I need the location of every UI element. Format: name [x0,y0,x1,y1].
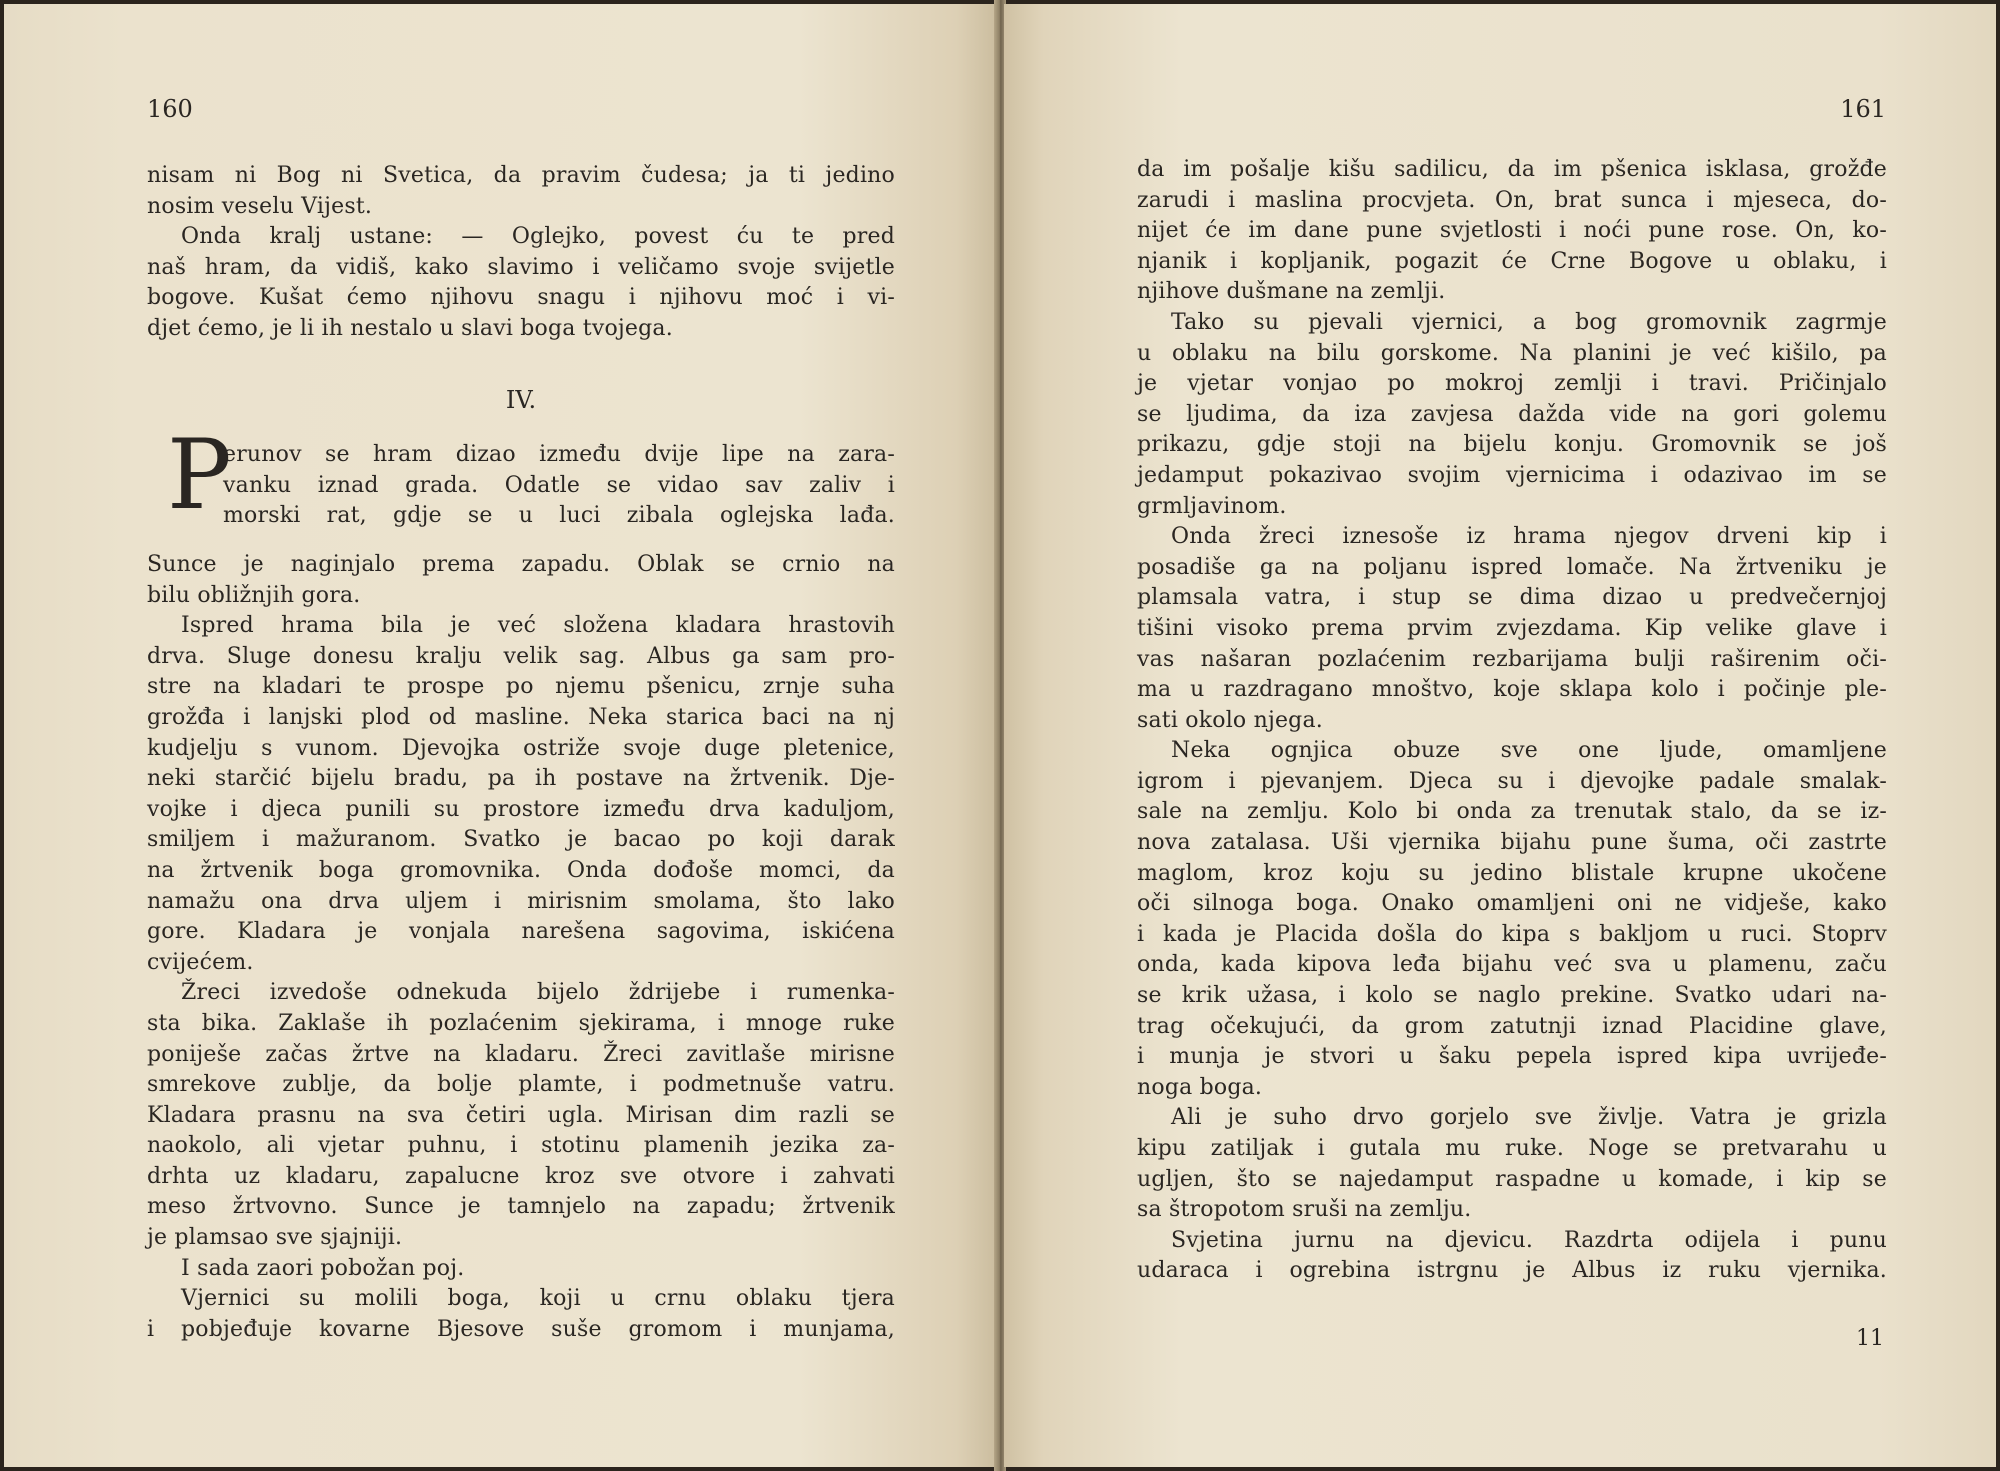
text-line: smrekove zublje, da bolje plamte, i podmetnuše vatru. [147,1072,895,1098]
text-line: Onda žreci iznesoše iz hrama njegov drveni kip i [1171,524,1887,550]
text-line: Onda kralj ustane: — Oglejko, povest ću te pred [181,224,895,250]
text-line: njihove dušmane na zemlji. [1137,279,1446,305]
text-line: Neka ognjica obuze sve one ljude, omamljene [1171,738,1887,764]
text-line: naokolo, ali vjetar puhnu, i stotinu plamenih jezika za- [147,1133,895,1159]
text-line: nova zatalasa. Uši vjernika bijahu pune šuma, oči zastrte [1137,830,1887,856]
text-line: Svjetina jurnu na djevicu. Razdrta odijela i punu [1171,1227,1887,1253]
text-line: Ispred hrama bila je već složena kladara hrastovih [181,613,895,639]
text-line: sati okolo njega. [1137,707,1323,733]
drop-cap: P [167,419,232,531]
text-line: vas našaran pozlaćenim rezbarijama bulji raširenim oči- [1137,646,1887,672]
text-line: Žreci izvedoše odnekuda bijelo ždrijebe i rumenka- [181,980,895,1006]
text-line: erunov se hram dizao između dvije lipe na zara- [223,442,895,467]
text-line: sa štropotom sruši na zemlju. [1137,1197,1472,1223]
text-line: Vjernici su molili boga, koji u crnu oblaku tjera [181,1286,895,1312]
text-line: plamsala vatra, i stup se dima dizao u predvečernjoj [1137,585,1887,611]
text-line: maglom, kroz koju su jedino blistale krupne ukočene [1137,860,1887,886]
text-line: Tako su pjevali vjernici, a bog gromovnik zagrmje [1171,309,1887,335]
text-line: morski rat, gdje se u luci zibala oglejska lađa. [223,503,895,529]
text-line: gore. Kladara je vonjala narešena sagovima, iskićena [147,919,895,945]
text-line: jedamput pokazivao svojim vjernicima i odazivao im se [1137,462,1887,488]
text-line: posadiše ga na poljanu ispred lomače. Na žrtveniku je [1137,554,1887,580]
text-line: nisam ni Bog ni Svetica, da pravim čudesa; ja ti jedino [147,163,895,188]
text-line: drhta uz kladaru, zapalucne kroz sve otvore i zahvati [147,1163,895,1189]
text-line: namažu ona drva uljem i mirisnim smolama, što lako [147,888,895,914]
text-line: i kada je Placida došla do kipa s bakljom u ruci. Stoprv [1137,921,1887,947]
text-line: noga boga. [1137,1074,1263,1100]
text-line: sale na zemlju. Kolo bi onda za trenutak stalo, da se iz- [1137,799,1887,825]
text-line: I sada zaori pobožan poj. [181,1255,465,1281]
text-line: nosim veselu Vijest. [147,193,373,219]
text-line: onda, kada kipova leđa bijahu već sva u plamenu, začu [1137,952,1887,978]
page-number-left: 160 [147,95,193,123]
text-line: Kladara prasnu na sva četiri ugla. Mirisan dim razli se [147,1102,895,1128]
left-top-text [147,161,895,345]
text-line: zarudi i maslina procvjeta. On, brat sunca i mjeseca, do- [1137,187,1887,213]
text-line: Ali je suho drvo gorjelo sve življe. Vatra je grizla [1171,1105,1887,1131]
text-line: bilu obližnjih gora. [147,582,361,608]
text-line: bogove. Kušat ćemo njihovu snagu i njihovu moć i vi- [147,285,895,311]
text-line: trag očekujući, da grom zatutnji iznad Placidine glave, [1137,1013,1887,1039]
text-line: na žrtvenik boga gromovnika. Onda dođoše momci, da [147,857,895,883]
text-line: neki starčić bijelu bradu, pa ih postave na žrtvenik. Dje- [147,766,895,792]
text-line: djet ćemo, je li ih nestalo u slavi boga tvojega. [147,315,673,341]
text-line: se krik užasa, i kolo se naglo prekine. Svatko udari na- [1137,983,1887,1009]
text-line: ugljen, što se najedamput raspadne u komade, i kip se [1137,1166,1887,1192]
text-line: vanku iznad grada. Odatle se vidao sav zaliv i [223,472,895,498]
drop-cap-lines [223,440,895,532]
text-line: oči silnoga boga. Onako omamljeni oni ne vidješe, kako [1137,891,1887,917]
text-line: prikazu, gdje stoji na bijelu konju. Gromovnik se još [1137,432,1887,458]
text-line: stre na kladari te prospe po njemu pšenicu, zrnje suha [147,674,895,700]
text-line: da im pošalje kišu sadilicu, da im pšenica isklasa, grožđe [1137,157,1887,182]
text-line: Sunce je naginjalo prema zapadu. Oblak se crnio na [147,552,895,577]
text-line: je plamsao sve sjajniji. [147,1225,403,1251]
left-page [4,4,996,1467]
text-line: vojke i djeca punili su prostore između drva kaduljom, [147,796,895,822]
chapter-heading: IV. [505,386,537,414]
text-line: naš hram, da vidiš, kako slavimo i veličamo svoje svijetle [147,254,895,280]
page-number-right: 161 [1840,95,1886,123]
text-line: i munja je stvori u šaku pepela ispred kipa uvrijeđe- [1137,1044,1887,1070]
text-line: udaraca i ogrebina istrgnu je Albus iz ruku vjernika. [1137,1258,1887,1284]
text-line: nijet će im dane pune svjetlosti i noći pune rose. On, ko- [1137,218,1887,244]
text-line: njanik i kopljanik, pogazit će Crne Bogove u oblaku, i [1137,248,1887,274]
right-page [1004,4,1996,1467]
text-line: kudjelju s vunom. Djevojka ostriže svoje duge pletenice, [147,735,895,761]
text-line: smiljem i mažuranom. Svatko je bacao po koji darak [147,827,895,853]
text-line: je vjetar vonjao po mokroj zemlji i travi. Pričinjalo [1137,371,1887,397]
text-line: se ljudima, da iza zavjesa dažda vide na gori golemu [1137,401,1887,427]
text-line: i pobjeđuje kovarne Bjesove suše gromom i munjama, [147,1316,895,1342]
text-line: meso žrtvovno. Sunce je tamnjelo na zapadu; žrtvenik [147,1194,895,1220]
signature-mark: 11 [1856,1326,1884,1351]
text-line: grmljavinom. [1137,493,1287,519]
text-line: ma u razdragano mnoštvo, koje sklapa kolo i počinje ple- [1137,677,1887,703]
text-line: u oblaku na bilu gorskome. Na planini je već kišilo, pa [1137,340,1887,366]
text-line: kipu zatiljak i gutala mu ruke. Noge se pretvarahu u [1137,1136,1887,1161]
left-main-text [147,550,895,1345]
text-line: poniješe začas žrtve na kladaru. Žreci zavitlaše mirisne [147,1041,895,1067]
text-line: sta bika. Zaklaše ih pozlaćenim sjekirama, i mnoge ruke [147,1010,895,1036]
text-line: igrom i pjevanjem. Djeca su i djevojke padale smalak- [1137,768,1887,794]
text-line: tišini visoko prema prvim zvjezdama. Kip velike glave i [1137,615,1887,641]
text-line: cvijećem. [147,949,254,975]
right-main-text [1137,155,1887,1287]
text-line: grožđa i lanjski plod od masline. Neka starica baci na nj [147,704,895,730]
text-line: drva. Sluge donesu kralju velik sag. Albus ga sam pro- [147,643,895,669]
